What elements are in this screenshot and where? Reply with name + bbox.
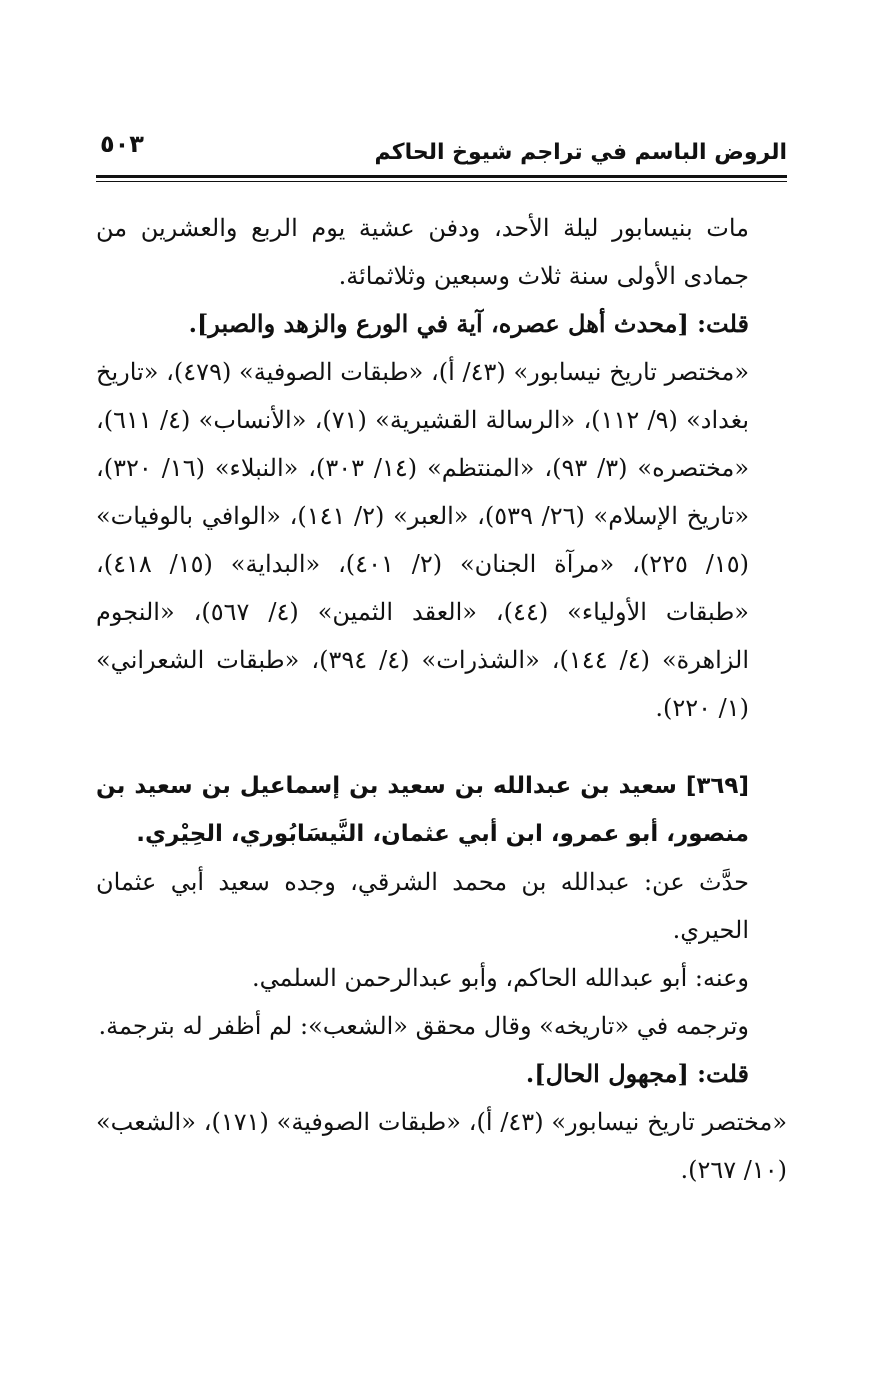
narrated-from-paragraph: حدَّث عن: عبدالله بن محمد الشرقي، وجده سعيد أبي عثمان الحيري. [96,868,749,944]
running-title: الروض الباسم في تراجم شيوخ الحاكم [374,140,787,165]
author-note-1: قلت: [محدث أهل عصره، آية في الورع والزهد والصبر]. [188,309,749,338]
narrators-paragraph: وعنه: أبو عبدالله الحاكم، وأبو عبدالرحمن السلمي. [251,964,749,992]
death-paragraph: مات بنيسابور ليلة الأحد، ودفن عشية يوم الربع والعشرين من جمادى الأولى سنة ثلاث وسبعين وثلاثمائة. [96,214,749,290]
page-number: ٥٠٣ [100,130,144,158]
biography-note: وترجمه في «تاريخه» وقال محقق «الشعب»: لم أظفر له بترجمة. [98,1012,749,1040]
header-rule-thick [96,175,787,178]
page-body [96,204,787,1194]
page-header [96,128,787,176]
references-1: «مختصر تاريخ نيسابور» (٤٣/ أ)، «طبقات الصوفية» (٤٧٩)، «تاريخ بغداد» (٩/ ١١٢)، «الرسالة القشيرية» (٧١)، «الأنساب» (٤/ ٦١١)، «مختصره» (٣/ ٩٣)، «المنتظم» (١٤/ ٣٠٣)، «النبلاء» (١٦/ ٣٢٠)، «تاريخ الإسلام» (٢٦/ ٥٣٩)، «العبر» (٢/ ١٤١)، «الوافي بالوفيات» (١٥/ ٢٢٥)، «مرآة الجنان» (٢/ ٤٠١)، «البداية» (١٥/ ٤١٨)، «طبقات الأولياء» (٤٤)، «العقد الثمين» (٤/ ٥٦٧)، «النجوم الزاهرة» (٤/ ١٤٤)، «الشذرات» (٤/ ٣٩٤)، «طبقات الشعراني» (١/ ٢٢٠). [96,358,750,722]
references-2: «مختصر تاريخ نيسابور» (٤٣/ أ)، «طبقات الصوفية» (١٧١)، «الشعب» (١٠/ ٢٦٧). [96,1108,788,1184]
header-rule-thin [96,181,787,182]
entry-369-title: [٣٦٩] سعيد بن عبدالله بن سعيد بن إسماعيل بن سعيد بن منصور، أبو عمرو، ابن أبي عثمان، النَّيسَابُوري، الحِيْري. [96,773,749,847]
entry-gap [96,732,787,762]
author-note-2: قلت: [مجهول الحال]. [525,1059,749,1088]
